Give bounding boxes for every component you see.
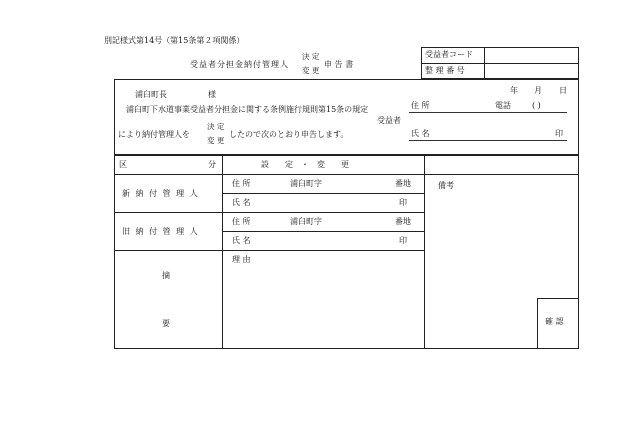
beneficiary-phone-label: 電話 — [495, 101, 511, 110]
body-stack-kettei: 決 定 — [207, 122, 225, 131]
column-header-kubun-left: 区 — [119, 160, 127, 169]
new-manager-lot: 番地 — [395, 179, 411, 188]
new-address-rule — [222, 193, 424, 194]
title-stack-kettei: 決 定 — [302, 52, 320, 61]
old-manager-name-label: 氏 名 — [232, 236, 251, 245]
notice-body-line1: 浦臼町下水道事業受益者分担金に関する条例施行規則第15条の規定 — [126, 105, 369, 114]
new-manager-town: 浦臼町字 — [290, 179, 322, 188]
beneficiary-phone-parens: ( ) — [532, 101, 541, 110]
form-number: 別記様式第14号（第15条第２項関係） — [104, 36, 245, 45]
title-stack-henkou: 変 更 — [302, 66, 320, 75]
confirm-box-left-rule — [537, 298, 538, 349]
old-manager-seal: 印 — [399, 236, 407, 245]
old-address-rule — [222, 231, 424, 232]
table-header-rule — [114, 174, 579, 175]
remarks-label: 備考 — [438, 181, 454, 190]
beneficiary-seal: 印 — [555, 129, 563, 138]
label-column-rule — [222, 155, 223, 349]
beneficiary-address-underline — [409, 112, 567, 113]
column-header-setting-change: 設 定 ・ 変 更 — [261, 160, 349, 169]
beneficiary-code-label: 受益者コード — [425, 50, 473, 59]
old-manager-lot: 番地 — [395, 217, 411, 226]
form-title: 受益者分担金納付管理人 — [190, 60, 289, 69]
confirm-label: 確 認 — [545, 317, 564, 326]
date-year: 年 — [510, 86, 518, 95]
new-manager-bottom-rule — [114, 212, 424, 213]
new-manager-seal: 印 — [399, 198, 407, 207]
date-day: 日 — [559, 86, 567, 95]
beneficiary-address-label: 住 所 — [411, 101, 430, 110]
form-title-suffix: 申 告 書 — [324, 60, 354, 69]
remarks-column-rule — [424, 155, 425, 349]
date-month: 月 — [534, 86, 542, 95]
old-manager-label: 旧 納 付 管 理 人 — [122, 227, 200, 236]
new-manager-address-label: 住 所 — [232, 179, 251, 188]
beneficiary-name-underline — [409, 140, 567, 141]
confirm-box-top-rule — [537, 298, 579, 299]
main-table — [114, 155, 579, 349]
addressee-honorific: 様 — [208, 90, 216, 99]
notice-body-line2-prefix: により納付管理人を — [118, 130, 190, 139]
body-stack-henkou: 変 更 — [207, 136, 225, 145]
beneficiary-name-label: 氏 名 — [411, 129, 430, 138]
old-manager-town: 浦臼町字 — [290, 217, 322, 226]
notice-body-line2-suffix: したので次のとおり申告します。 — [229, 130, 349, 139]
reason-label: 理 由 — [232, 255, 251, 264]
column-header-kubun-right: 分 — [208, 160, 216, 169]
office-box-divider-h — [421, 63, 579, 64]
summary-label-bottom: 要 — [162, 319, 170, 328]
old-manager-bottom-rule — [114, 250, 424, 251]
beneficiary-label: 受益者 — [377, 116, 401, 125]
summary-label-top: 摘 — [162, 271, 170, 280]
addressee: 浦臼町長 — [135, 90, 167, 99]
old-manager-address-label: 住 所 — [232, 217, 251, 226]
new-manager-name-label: 氏 名 — [232, 198, 251, 207]
new-manager-label: 新 納 付 管 理 人 — [122, 189, 200, 198]
reference-number-label: 整 理 番 号 — [425, 66, 465, 75]
